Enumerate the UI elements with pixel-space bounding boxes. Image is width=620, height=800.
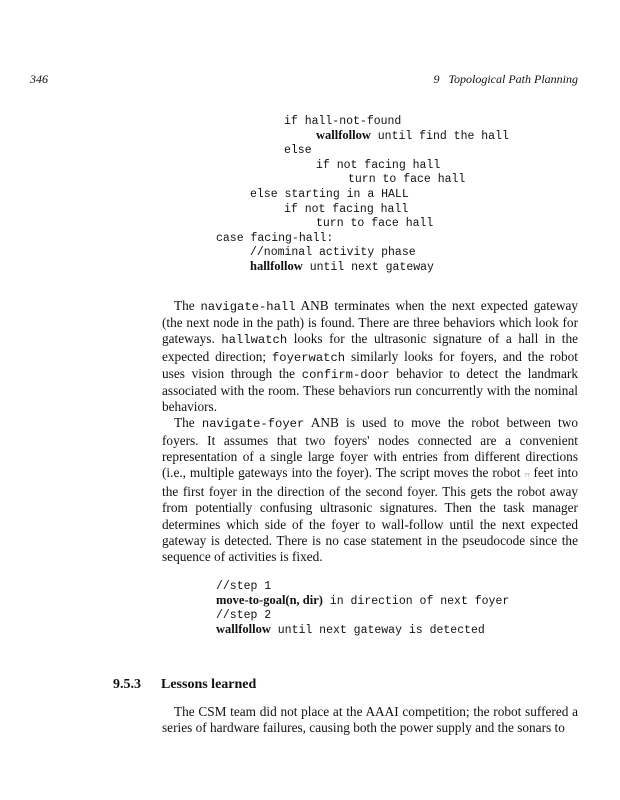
code-line [0, 157, 509, 172]
code-line [0, 113, 509, 128]
code-line [0, 171, 509, 186]
code-line [0, 578, 509, 593]
page-number: 346 [30, 72, 48, 86]
behavior-name: move-to-goal(n, dir) [216, 592, 323, 607]
code-text: turn to face hall [316, 217, 434, 231]
code-text: if hall-not-found [284, 115, 402, 128]
code-text: //step 2 [216, 609, 272, 623]
code-text: until next gateway [302, 260, 434, 274]
code-line [0, 128, 509, 143]
code-text: case facing-hall: [216, 231, 334, 245]
paragraph-text: The CSM team did not place at the AAAI competition; the robot suffered a series of hardware failures, causing both the power supply and the sonars to [162, 704, 578, 736]
code-line [0, 215, 509, 230]
section-heading [113, 677, 256, 693]
code-line [0, 201, 509, 216]
code-term: hallwatch [221, 333, 288, 348]
code-term: navigate-foyer [201, 417, 305, 432]
code-text: until find the hall [370, 129, 509, 143]
pseudocode-block-navigate-hall [0, 113, 509, 274]
code-term: navigate-hall [200, 300, 296, 314]
paragraph-navigate-hall [162, 298, 578, 565]
code-line [0, 593, 509, 608]
behavior-name: wallfollow [216, 621, 271, 636]
code-line [0, 259, 509, 274]
section-number: 9.5.3 [113, 677, 141, 692]
code-line [0, 622, 509, 637]
code-line [0, 230, 509, 245]
code-term: confirm-door [301, 367, 390, 382]
code-text: turn to face hall [348, 173, 466, 187]
code-text: until next gateway is detected [270, 623, 485, 637]
code-line [0, 186, 509, 201]
section-title: Lessons learned [161, 677, 257, 692]
unresolved-reference: ?? [524, 473, 530, 480]
pseudocode-block-navigate-foyer [0, 578, 509, 636]
code-term: foyerwatch [271, 350, 346, 365]
code-line [0, 244, 509, 259]
paragraph-lessons-learned [162, 704, 578, 736]
code-text: else [284, 144, 312, 158]
code-text: //nominal activity phase [250, 246, 416, 260]
code-text: //step 1 [216, 580, 272, 593]
running-head: 9 Topological Path Planning [433, 72, 578, 86]
code-line [0, 607, 509, 622]
code-text: if not facing hall [316, 158, 441, 172]
code-text: in direction of next foyer [322, 594, 510, 608]
code-line [0, 142, 509, 157]
behavior-name: wallfollow [316, 127, 371, 142]
code-text: if not facing hall [284, 202, 409, 216]
behavior-name: hallfollow [250, 258, 303, 273]
paragraph-navigate-foyer: The navigate-foyer ANB is used to move the robot between two foyers. It assumes that two foyers' nodes connected are a convenient representation of a single large foyer with entries from different directions (i.e., multiple gateways into the foyer). The script moves the robot ?? feet into the first foyer in the direction of the second foyer. This gets the robot away from potentially confusing ultrasonic signatures. Then the task manager determines which side of the foyer to wall-follow until the next expected gateway is detected. There is no case statement in the pseudocode since the sequence of activities is fixed. [162, 415, 578, 565]
code-text: else starting in a HALL [250, 187, 409, 201]
paragraph-text: The navigate-hall ANB terminates when the next expected gateway (the next node in the path) is found. There are three behaviors which look for gateways. hallwatch looks for the ultrasonic signature of a hall in the expected direction; foyerwatch similarly looks for foyers, and the robot uses vision through the confirm-door behavior to detect the landmark associated with the room. These behaviors run concurrently with the nominal behaviors. [162, 298, 579, 415]
